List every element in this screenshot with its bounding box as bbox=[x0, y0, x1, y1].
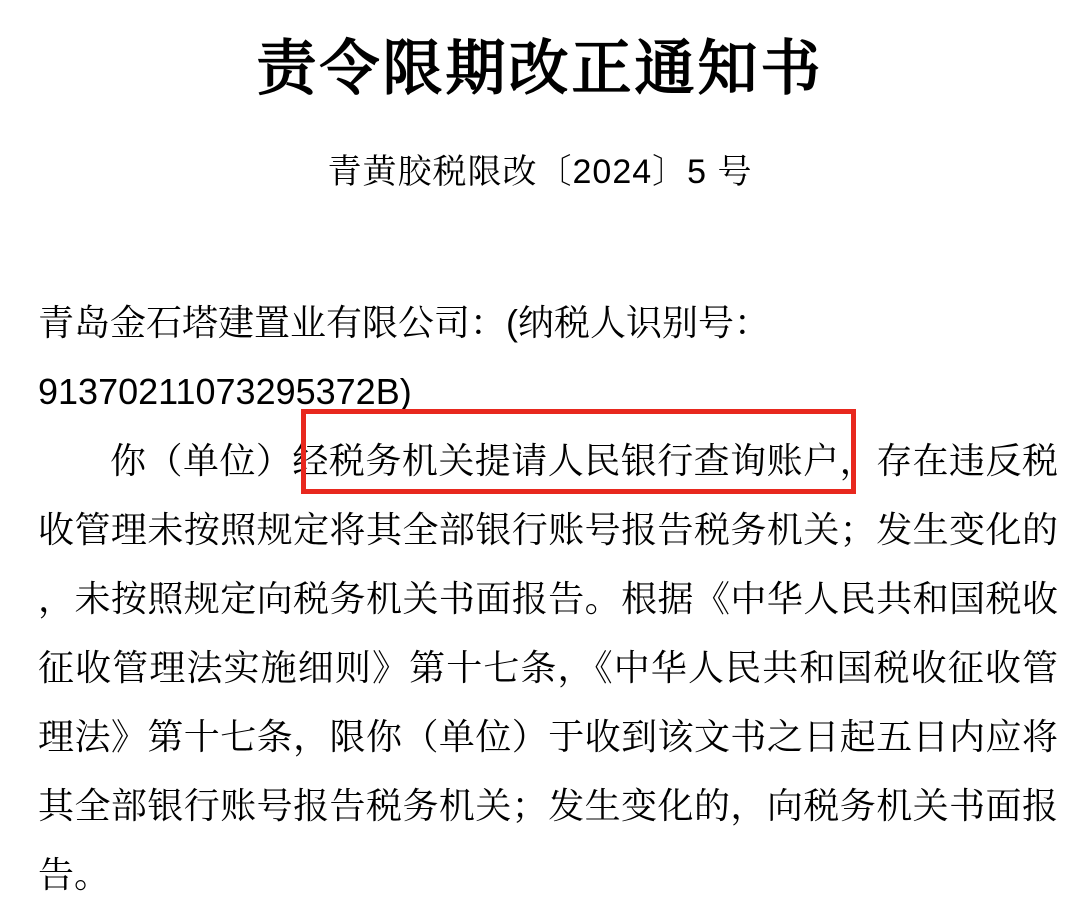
document-number: 青黄胶税限改〔2024〕5 号 bbox=[327, 153, 753, 191]
document-body bbox=[38, 288, 1058, 909]
addressee-line-1: 青岛金石塔建置业有限公司：(纳税人识别号： bbox=[38, 302, 770, 343]
document-title: 责令限期改正通知书 bbox=[256, 34, 824, 104]
addressee-line-2: 91370211073295372B) bbox=[38, 371, 412, 412]
body-line: 其全部银行账号报告税务机关；发生变化的，向税务机关书面报 bbox=[38, 785, 1058, 826]
body-line: 收管理未按照规定将其全部银行账号报告税务机关；发生变化的 bbox=[38, 509, 1058, 550]
body-line: 你（单位）经税务机关提请人民银行查询账户，存在违反税 bbox=[110, 440, 1058, 481]
body-line: 理法》第十七条，限你（单位）于收到该文书之日起五日内应将 bbox=[38, 716, 1058, 757]
body-line: 征收管理法实施细则》第十七条，《中华人民共和国税收征收管 bbox=[38, 647, 1058, 688]
body-line: ，未按照规定向税务机关书面报告。根据《中华人民共和国税收 bbox=[38, 578, 1058, 619]
body-line: 告。 bbox=[38, 854, 111, 895]
